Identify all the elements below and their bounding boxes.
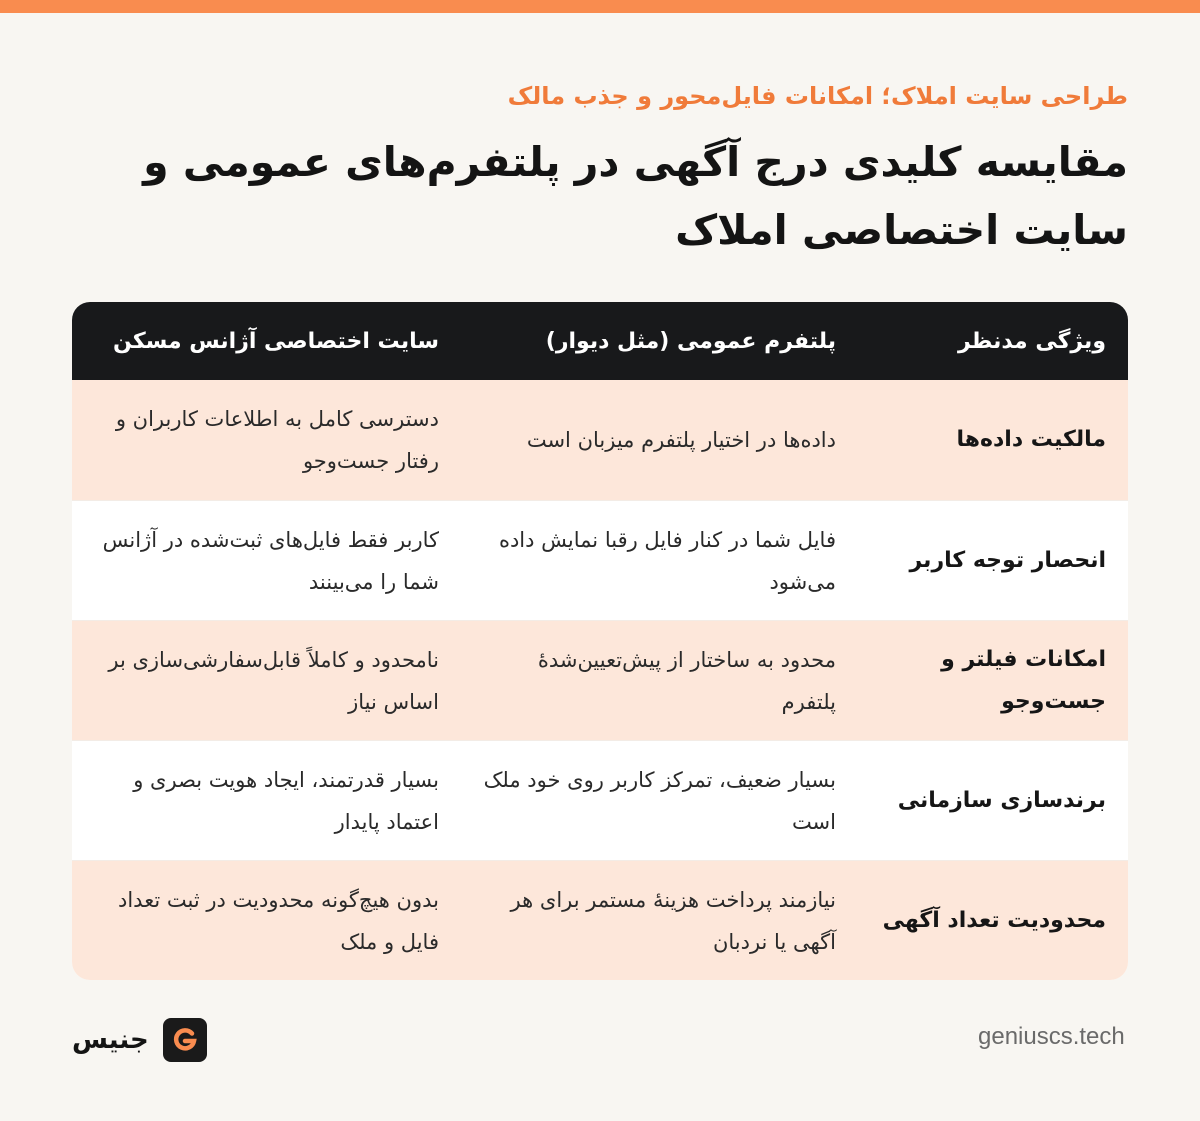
column-header-public-platform: پلتفرم عمومی (مثل دیوار): [545, 328, 836, 354]
column-header-feature: ویژگی مدنظر: [957, 328, 1106, 354]
page-header: [68, 78, 1128, 264]
table-row: [72, 740, 1128, 860]
dedicated-site-cell: بدون هیچ‌گونه محدودیت در ثبت تعداد فایل و ملک: [118, 887, 439, 954]
dedicated-site-cell: دسترسی کامل به اطلاعات کاربران و رفتار جست‌وجو: [115, 407, 439, 473]
table-row: [72, 860, 1128, 980]
genius-logo-icon: [163, 1018, 207, 1062]
public-platform-cell: بسیار ضعیف، تمرکز کاربر روی خود ملک است: [483, 767, 836, 834]
feature-cell: انحصار توجه کاربر: [909, 547, 1106, 573]
public-platform-cell: فایل شما در کنار فایل رقبا نمایش داده می‌شود: [498, 527, 836, 594]
brand-name: جنیس: [72, 1025, 149, 1055]
table-row: [72, 620, 1128, 740]
public-platform-cell: داده‌ها در اختیار پلتفرم میزبان است: [526, 428, 836, 452]
dedicated-site-cell: بسیار قدرتمند، ایجاد هویت بصری و اعتماد پایدار: [133, 767, 439, 834]
comparison-table: [72, 302, 1128, 980]
page-title: مقایسه کلیدی درج آگهی در پلتفرم‌های عمومی و سایت اختصاصی املاک: [143, 138, 1128, 254]
table-row: [72, 500, 1128, 620]
public-platform-cell: محدود به ساختار از پیش‌تعیین‌شدهٔ پلتفرم: [537, 647, 836, 714]
dedicated-site-cell: کاربر فقط فایل‌های ثبت‌شده در آژانس شما را می‌بینند: [102, 527, 439, 594]
feature-cell: برندسازی سازمانی: [897, 787, 1106, 813]
footer-domain-link[interactable]: geniuscs.tech: [978, 1023, 1125, 1050]
top-accent-bar: [0, 0, 1200, 13]
page-subtitle: طراحی سایت املاک؛ امکانات فایل‌محور و جذب مالک: [507, 82, 1128, 110]
public-platform-cell: نیازمند پرداخت هزینهٔ مستمر برای هر آگهی یا نردبان: [510, 887, 836, 954]
feature-cell: محدودیت تعداد آگهی: [882, 907, 1106, 933]
brand-lockup[interactable]: [72, 1018, 207, 1062]
table-row: [72, 380, 1128, 500]
feature-cell: مالکیت داده‌ها: [956, 427, 1106, 452]
dedicated-site-cell: نامحدود و کاملاً قابل‌سفارشی‌سازی بر اساس نیاز: [108, 647, 439, 714]
table-header-row: [72, 302, 1128, 380]
feature-cell: امکانات فیلتر و جست‌وجو: [941, 646, 1106, 714]
column-header-dedicated-site: سایت اختصاصی آژانس مسکن: [113, 328, 439, 354]
